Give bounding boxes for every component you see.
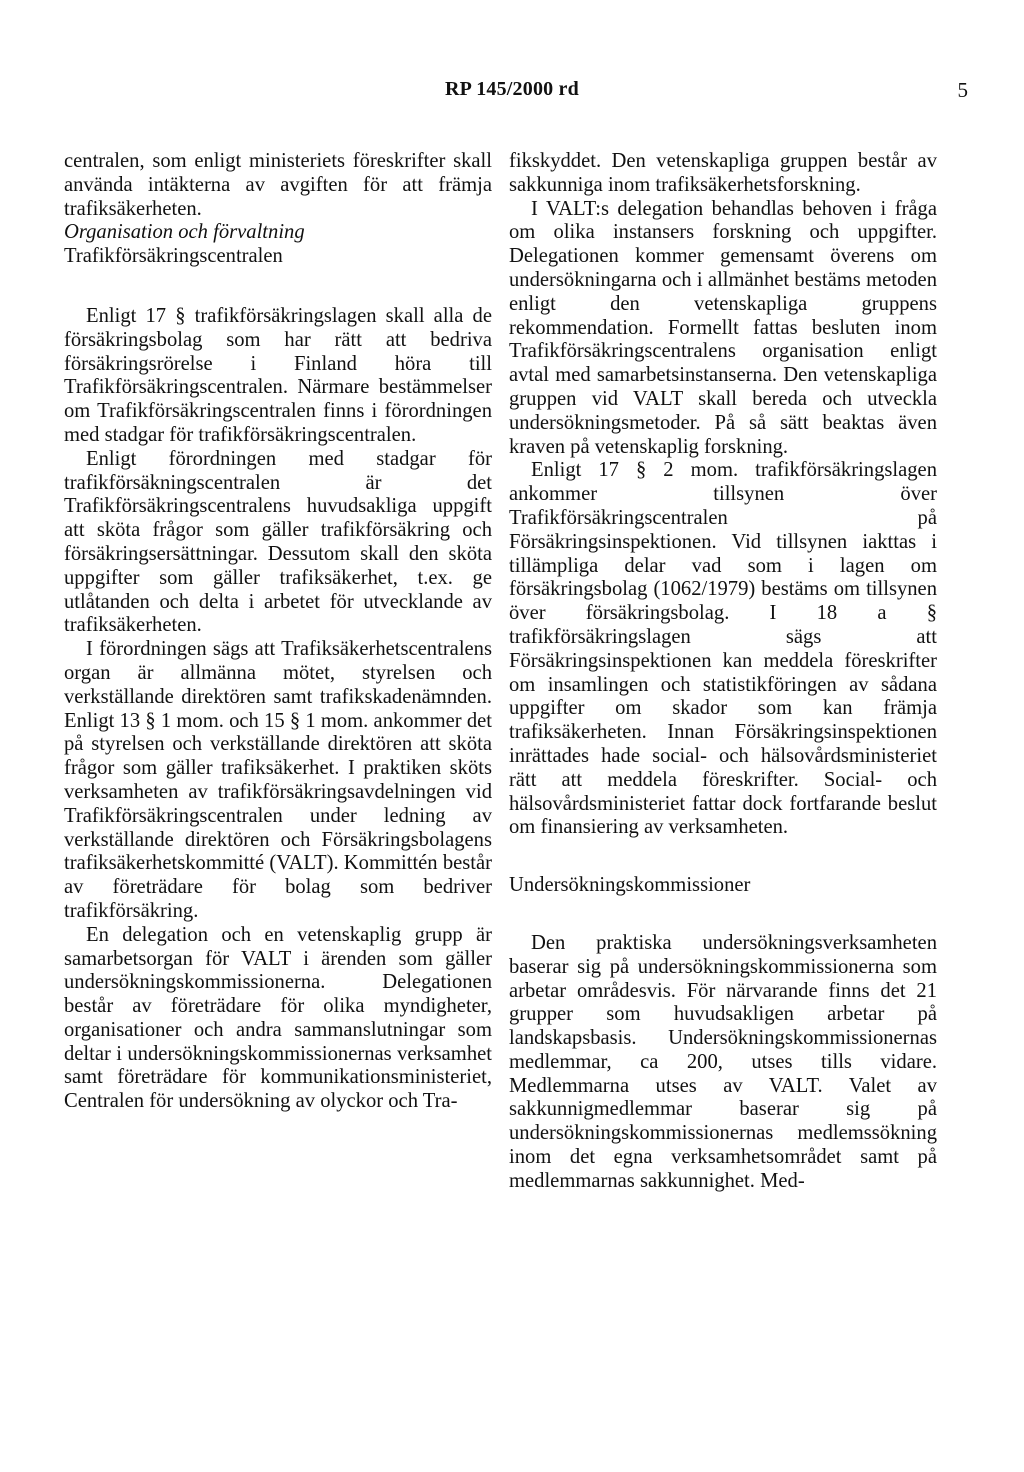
paragraph: Enligt 17 § trafikförsäkringslagen skall alla de försäkringsbolag som har rätt att bedriva försäkringsrörelse i Finland höra till Trafikförsäkringscentralen. Närmare bestämmelser om Trafikförsäkringscentralen finns i förordningen med stadgar för trafikförsäkringscentralen. bbox=[64, 304, 492, 446]
right-column bbox=[509, 150, 937, 1194]
page-header bbox=[0, 78, 1024, 108]
paragraph: En delegation och en vetenskaplig grupp är samarbetsorgan för VALT i ärenden som gäller undersökningskommissionerna. Delegationen består av företrädare för olika myndigheter, organisationer och andra sammanslutningar som deltar i undersökningskommissionernas verksamhet samt företrädare för kommunikationsministeriet, Centralen för undersökning av olyckor och Tra- bbox=[64, 923, 492, 1113]
paragraph: Enligt 17 § 2 mom. trafikförsäkringslagen ankommer tillsynen över Trafikförsäkringscentralen på Försäkringsinspektionen. Vid tillsynen iakttas i tillämpliga delar vad som i lagen om försäkringsbolag (1062/1979) bestäms om tillsynen över försäkringsbolag. I 18 a § trafikförsäkringslagen sägs att Försäkringsinspektionen kan meddela föreskrifter om insamlingen och statistikföringen av sådana uppgifter om skador som kan främja trafiksäkerheten. Innan Försäkringsinspektionen inrättades hade social- och hälsovårdsministeriet rätt att meddela föreskrifter. Social- och hälsovårdsministeriet fattar dock fortfarande beslut om finansiering av verksamheten. bbox=[509, 459, 937, 839]
section-heading: Organisation och förvaltning bbox=[64, 221, 305, 244]
page-number: 5 bbox=[957, 78, 968, 102]
paragraph: I förordningen sägs att Trafiksäkerhetscentralens organ är allmänna mötet, styrelsen och verkställande direktören samt trafikskadenämnden. Enligt 13 § 1 mom. och 15 § 1 mom. ankommer det på styrelsen och verkställande direktören att sköta frågor som gäller trafiksäkerhet. I praktiken sköts verksamheten av trafikförsäkringsavdelningen vid Trafikförsäkringscentralen under ledning av verkställande direktören och Försäkringsbolagens trafiksäkerhetskommitté (VALT). Kommittén består av företrädare för bolag som bedriver trafikförsäkring. bbox=[64, 638, 492, 922]
subsection-heading: Trafikförsäkringscentralen bbox=[64, 245, 283, 268]
paragraph-continuation: centralen, som enligt ministeriets föreskrifter skall använda intäkterna av avgiften för att främja trafiksäkerheten. bbox=[64, 150, 492, 220]
paragraph-continuation: fikskyddet. Den vetenskapliga gruppen består av sakkunniga inom trafiksäkerhetsforskning. bbox=[509, 150, 937, 196]
document-reference: RP 145/2000 rd bbox=[445, 78, 579, 100]
paragraph: Den praktiska undersökningsverksamheten baserar sig på undersökningskommissionerna som arbetar områdesvis. För närvarande finns det 21 grupper som huvudsakligen arbetar på landskapsbasis. Undersökningskommissionernas medlemmar, ca 200, utses tills vidare. Medlemmarna utses av VALT. Valet av sakkunnigmedlemmar baserar sig på undersökningskommissionernas medlemssökning inom det egna verksamhetsområdet samt på medlemmarnas sakkunnighet. Med- bbox=[509, 931, 937, 1192]
paragraph: Enligt förordningen med stadgar för trafikförsäkningscentralen är det Trafikförsäkringscentralens huvudsakliga uppgift att sköta frågor som gäller trafikförsäkring och försäkringsersättningar. Dessutom skall den sköta uppgifter som gäller trafiksäkerhet, t.ex. ge utlåtanden och delta i arbetet för utvecklande av trafiksäkerheten. bbox=[64, 447, 492, 637]
left-column bbox=[64, 150, 492, 1114]
subsection-heading: Undersökningskommissioner bbox=[509, 874, 751, 897]
paragraph: I VALT:s delegation behandlas behoven i fråga om olika instansers forskning och uppgifter. Delegationen kommer gemensamt överens om undersökningarna och i allmänhet bestäms metoden enligt den vetenskapliga gruppens rekommendation. Formellt fattas besluten inom Trafikförsäkringscentralens organisation enligt avtal med samarbetsinstanserna. Den vetenskapliga gruppen vid VALT skall bereda och utveckla undersökningsmetoder. På så sätt beaktas även kraven på vetenskaplig forskning. bbox=[509, 197, 937, 458]
